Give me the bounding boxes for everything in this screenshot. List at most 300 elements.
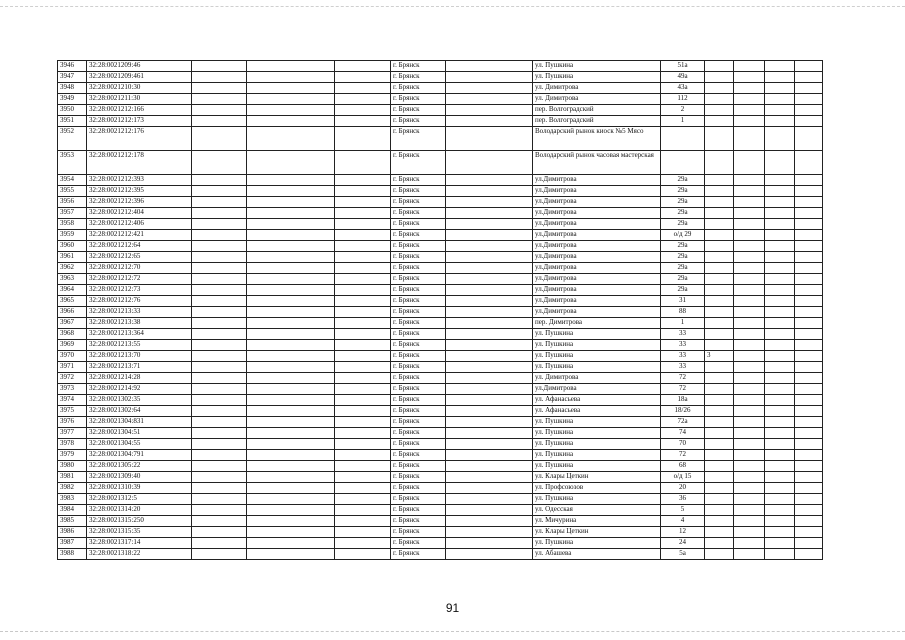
cadastral-number-cell: 32:28:0021213:364 <box>87 329 192 340</box>
row-number-cell: 3983 <box>58 494 87 505</box>
empty-cell <box>765 472 795 483</box>
empty-cell <box>795 241 823 252</box>
city-cell: г. Брянск <box>391 61 446 72</box>
extra-cell <box>705 549 734 560</box>
empty-cell <box>734 483 765 494</box>
empty-cell <box>335 307 391 318</box>
table-row <box>58 406 823 417</box>
empty-cell <box>192 94 247 105</box>
table-row <box>58 428 823 439</box>
empty-cell <box>765 384 795 395</box>
city-cell: г. Брянск <box>391 362 446 373</box>
empty-cell <box>765 241 795 252</box>
table-row <box>58 340 823 351</box>
city-cell: г. Брянск <box>391 307 446 318</box>
house-number-cell: 24 <box>661 538 705 549</box>
empty-cell <box>734 549 765 560</box>
table-row <box>58 494 823 505</box>
empty-cell <box>765 263 795 274</box>
empty-cell <box>247 329 335 340</box>
table-row <box>58 186 823 197</box>
empty-cell <box>734 83 765 94</box>
empty-cell <box>192 116 247 127</box>
row-number-cell: 3988 <box>58 549 87 560</box>
register-table-body <box>58 61 823 560</box>
empty-cell <box>446 340 533 351</box>
empty-cell <box>795 105 823 116</box>
empty-cell <box>192 417 247 428</box>
empty-cell <box>446 329 533 340</box>
table-row <box>58 439 823 450</box>
table-row <box>58 373 823 384</box>
street-cell: ул. Пушкина <box>533 417 661 428</box>
city-cell: г. Брянск <box>391 472 446 483</box>
empty-cell <box>734 384 765 395</box>
house-number-cell: 29а <box>661 208 705 219</box>
street-cell: ул. Профсоюзов <box>533 483 661 494</box>
extra-cell <box>705 61 734 72</box>
cadastral-number-cell: 32:28:0021212:406 <box>87 219 192 230</box>
empty-cell <box>795 252 823 263</box>
city-cell: г. Брянск <box>391 208 446 219</box>
extra-cell <box>705 307 734 318</box>
cadastral-number-cell: 32:28:0021317:14 <box>87 538 192 549</box>
empty-cell <box>795 175 823 186</box>
empty-cell <box>192 494 247 505</box>
row-number-cell: 3953 <box>58 151 87 175</box>
cadastral-number-cell: 32:28:0021209:46 <box>87 61 192 72</box>
empty-cell <box>795 197 823 208</box>
table-row <box>58 230 823 241</box>
empty-cell <box>765 175 795 186</box>
empty-cell <box>446 527 533 538</box>
empty-cell <box>795 263 823 274</box>
empty-cell <box>734 362 765 373</box>
empty-cell <box>335 252 391 263</box>
extra-cell <box>705 505 734 516</box>
empty-cell <box>335 83 391 94</box>
row-number-cell: 3949 <box>58 94 87 105</box>
cadastral-number-cell: 32:28:0021212:64 <box>87 241 192 252</box>
empty-cell <box>765 461 795 472</box>
house-number-cell: 72 <box>661 373 705 384</box>
table-row <box>58 105 823 116</box>
empty-cell <box>192 351 247 362</box>
empty-cell <box>335 472 391 483</box>
row-number-cell: 3985 <box>58 516 87 527</box>
empty-cell <box>192 483 247 494</box>
row-number-cell: 3967 <box>58 318 87 329</box>
row-number-cell: 3979 <box>58 450 87 461</box>
street-cell: ул. Пушкина <box>533 351 661 362</box>
empty-cell <box>192 61 247 72</box>
house-number-cell: 74 <box>661 428 705 439</box>
empty-cell <box>734 406 765 417</box>
empty-cell <box>192 527 247 538</box>
empty-cell <box>192 472 247 483</box>
cadastral-number-cell: 32:28:0021314:20 <box>87 505 192 516</box>
house-number-cell: о/д 29 <box>661 230 705 241</box>
empty-cell <box>446 94 533 105</box>
cadastral-number-cell: 32:28:0021212:396 <box>87 197 192 208</box>
house-number-cell: 29а <box>661 252 705 263</box>
empty-cell <box>335 197 391 208</box>
empty-cell <box>247 417 335 428</box>
empty-cell <box>247 252 335 263</box>
empty-cell <box>765 296 795 307</box>
city-cell: г. Брянск <box>391 197 446 208</box>
row-number-cell: 3971 <box>58 362 87 373</box>
empty-cell <box>765 406 795 417</box>
table-row <box>58 197 823 208</box>
city-cell: г. Брянск <box>391 527 446 538</box>
empty-cell <box>335 151 391 175</box>
table-row <box>58 450 823 461</box>
street-cell: ул.Димитрова <box>533 307 661 318</box>
empty-cell <box>247 72 335 83</box>
empty-cell <box>795 296 823 307</box>
empty-cell <box>795 351 823 362</box>
empty-cell <box>734 219 765 230</box>
empty-cell <box>734 105 765 116</box>
extra-cell <box>705 197 734 208</box>
page-number: 91 <box>445 601 460 615</box>
empty-cell <box>192 461 247 472</box>
street-cell: ул.Димитрова <box>533 186 661 197</box>
empty-cell <box>247 105 335 116</box>
city-cell: г. Брянск <box>391 439 446 450</box>
empty-cell <box>734 428 765 439</box>
empty-cell <box>192 329 247 340</box>
extra-cell <box>705 329 734 340</box>
city-cell: г. Брянск <box>391 186 446 197</box>
street-cell: ул. Пушкина <box>533 439 661 450</box>
extra-cell <box>705 384 734 395</box>
cadastral-number-cell: 32:28:0021304:791 <box>87 450 192 461</box>
table-row <box>58 151 823 175</box>
street-cell: ул. Димитрова <box>533 373 661 384</box>
empty-cell <box>247 406 335 417</box>
empty-cell <box>795 116 823 127</box>
empty-cell <box>734 307 765 318</box>
extra-cell <box>705 483 734 494</box>
empty-cell <box>795 151 823 175</box>
city-cell: г. Брянск <box>391 285 446 296</box>
extra-cell: 3 <box>705 351 734 362</box>
empty-cell <box>446 472 533 483</box>
row-number-cell: 3957 <box>58 208 87 219</box>
city-cell: г. Брянск <box>391 516 446 527</box>
table-row <box>58 417 823 428</box>
empty-cell <box>765 318 795 329</box>
city-cell: г. Брянск <box>391 494 446 505</box>
table-row <box>58 175 823 186</box>
table-row <box>58 219 823 230</box>
city-cell: г. Брянск <box>391 384 446 395</box>
empty-cell <box>335 461 391 472</box>
empty-cell <box>192 406 247 417</box>
street-cell: ул. Афанасьева <box>533 395 661 406</box>
empty-cell <box>734 230 765 241</box>
house-number-cell: 72 <box>661 450 705 461</box>
empty-cell <box>335 329 391 340</box>
empty-cell <box>765 285 795 296</box>
empty-cell <box>247 494 335 505</box>
cadastral-number-cell: 32:28:0021213:55 <box>87 340 192 351</box>
house-number-cell: 18/26 <box>661 406 705 417</box>
empty-cell <box>247 428 335 439</box>
row-number-cell: 3946 <box>58 61 87 72</box>
empty-cell <box>795 483 823 494</box>
empty-cell <box>247 373 335 384</box>
empty-cell <box>795 538 823 549</box>
cadastral-number-cell: 32:28:0021305:22 <box>87 461 192 472</box>
house-number-cell: 29а <box>661 241 705 252</box>
empty-cell <box>335 285 391 296</box>
empty-cell <box>795 516 823 527</box>
empty-cell <box>446 230 533 241</box>
empty-cell <box>446 127 533 151</box>
empty-cell <box>795 186 823 197</box>
house-number-cell: 70 <box>661 439 705 450</box>
extra-cell <box>705 274 734 285</box>
cadastral-number-cell: 32:28:0021212:65 <box>87 252 192 263</box>
row-number-cell: 3959 <box>58 230 87 241</box>
empty-cell <box>734 527 765 538</box>
empty-cell <box>446 483 533 494</box>
street-cell: ул. Пушкина <box>533 61 661 72</box>
table-row <box>58 329 823 340</box>
empty-cell <box>247 219 335 230</box>
house-number-cell: 33 <box>661 329 705 340</box>
empty-cell <box>765 450 795 461</box>
empty-cell <box>446 516 533 527</box>
row-number-cell: 3951 <box>58 116 87 127</box>
street-cell: ул.Димитрова <box>533 230 661 241</box>
cadastral-number-cell: 32:28:0021213:33 <box>87 307 192 318</box>
house-number-cell: 33 <box>661 351 705 362</box>
empty-cell <box>765 197 795 208</box>
empty-cell <box>247 483 335 494</box>
empty-cell <box>192 373 247 384</box>
cadastral-number-cell: 32:28:0021212:393 <box>87 175 192 186</box>
house-number-cell: 33 <box>661 340 705 351</box>
street-cell: ул. Пушкина <box>533 340 661 351</box>
extra-cell <box>705 151 734 175</box>
table-row <box>58 351 823 362</box>
empty-cell <box>734 318 765 329</box>
table-row <box>58 549 823 560</box>
city-cell: г. Брянск <box>391 151 446 175</box>
empty-cell <box>765 395 795 406</box>
house-number-cell: 5а <box>661 549 705 560</box>
empty-cell <box>795 505 823 516</box>
empty-cell <box>446 373 533 384</box>
empty-cell <box>734 274 765 285</box>
empty-cell <box>765 94 795 105</box>
empty-cell <box>247 307 335 318</box>
city-cell: г. Брянск <box>391 241 446 252</box>
empty-cell <box>734 340 765 351</box>
empty-cell <box>192 285 247 296</box>
empty-cell <box>192 428 247 439</box>
empty-cell <box>446 197 533 208</box>
extra-cell <box>705 241 734 252</box>
extra-cell <box>705 219 734 230</box>
empty-cell <box>335 439 391 450</box>
table-row <box>58 318 823 329</box>
empty-cell <box>446 362 533 373</box>
empty-cell <box>335 340 391 351</box>
empty-cell <box>765 274 795 285</box>
street-cell: ул.Димитрова <box>533 241 661 252</box>
house-number-cell: 29а <box>661 186 705 197</box>
row-number-cell: 3986 <box>58 527 87 538</box>
street-cell: ул.Димитрова <box>533 252 661 263</box>
empty-cell <box>446 307 533 318</box>
empty-cell <box>765 373 795 384</box>
row-number-cell: 3965 <box>58 296 87 307</box>
empty-cell <box>765 439 795 450</box>
empty-cell <box>192 127 247 151</box>
empty-cell <box>446 219 533 230</box>
street-cell: ул. Пушкина <box>533 538 661 549</box>
empty-cell <box>795 428 823 439</box>
empty-cell <box>192 439 247 450</box>
empty-cell <box>192 175 247 186</box>
empty-cell <box>247 516 335 527</box>
table-row <box>58 461 823 472</box>
empty-cell <box>247 285 335 296</box>
empty-cell <box>192 450 247 461</box>
empty-cell <box>765 494 795 505</box>
empty-cell <box>734 208 765 219</box>
street-cell: ул.Димитрова <box>533 197 661 208</box>
table-row <box>58 483 823 494</box>
empty-cell <box>192 307 247 318</box>
empty-cell <box>335 105 391 116</box>
extra-cell <box>705 395 734 406</box>
street-cell: ул.Димитрова <box>533 285 661 296</box>
extra-cell <box>705 127 734 151</box>
empty-cell <box>247 274 335 285</box>
empty-cell <box>765 83 795 94</box>
empty-cell <box>192 505 247 516</box>
city-cell: г. Брянск <box>391 105 446 116</box>
empty-cell <box>765 428 795 439</box>
scan-edge-top <box>0 0 905 7</box>
empty-cell <box>335 494 391 505</box>
extra-cell <box>705 263 734 274</box>
empty-cell <box>247 538 335 549</box>
cadastral-number-cell: 32:28:0021213:71 <box>87 362 192 373</box>
empty-cell <box>446 61 533 72</box>
empty-cell <box>335 318 391 329</box>
street-cell: ул. Пушкина <box>533 428 661 439</box>
city-cell: г. Брянск <box>391 450 446 461</box>
cadastral-number-cell: 32:28:0021212:173 <box>87 116 192 127</box>
city-cell: г. Брянск <box>391 505 446 516</box>
table-row <box>58 208 823 219</box>
empty-cell <box>335 61 391 72</box>
table-row <box>58 362 823 373</box>
empty-cell <box>734 450 765 461</box>
empty-cell <box>795 94 823 105</box>
extra-cell <box>705 417 734 428</box>
cadastral-number-cell: 32:28:0021214:28 <box>87 373 192 384</box>
empty-cell <box>192 186 247 197</box>
empty-cell <box>795 406 823 417</box>
empty-cell <box>446 384 533 395</box>
house-number-cell: 2 <box>661 105 705 116</box>
empty-cell <box>446 241 533 252</box>
empty-cell <box>335 395 391 406</box>
empty-cell <box>335 230 391 241</box>
empty-cell <box>795 395 823 406</box>
street-cell: Володарский рынок киоск №5 Мясо <box>533 127 661 151</box>
empty-cell <box>335 241 391 252</box>
empty-cell <box>765 538 795 549</box>
street-cell: ул. Одесская <box>533 505 661 516</box>
empty-cell <box>446 417 533 428</box>
cadastral-number-cell: 32:28:0021212:404 <box>87 208 192 219</box>
empty-cell <box>192 538 247 549</box>
empty-cell <box>734 241 765 252</box>
cadastral-number-cell: 32:28:0021212:72 <box>87 274 192 285</box>
cadastral-number-cell: 32:28:0021212:70 <box>87 263 192 274</box>
extra-cell <box>705 83 734 94</box>
empty-cell <box>335 516 391 527</box>
street-cell: ул.Димитрова <box>533 208 661 219</box>
empty-cell <box>335 263 391 274</box>
city-cell: г. Брянск <box>391 461 446 472</box>
house-number-cell: 43а <box>661 83 705 94</box>
empty-cell <box>247 351 335 362</box>
empty-cell <box>247 94 335 105</box>
city-cell: г. Брянск <box>391 395 446 406</box>
cadastral-number-cell: 32:28:0021304:51 <box>87 428 192 439</box>
extra-cell <box>705 94 734 105</box>
empty-cell <box>247 61 335 72</box>
city-cell: г. Брянск <box>391 417 446 428</box>
street-cell: пер. Димитрова <box>533 318 661 329</box>
row-number-cell: 3963 <box>58 274 87 285</box>
cadastral-number-cell: 32:28:0021315:35 <box>87 527 192 538</box>
street-cell: ул. Пушкина <box>533 362 661 373</box>
city-cell: г. Брянск <box>391 538 446 549</box>
street-cell: ул. Пушкина <box>533 461 661 472</box>
row-number-cell: 3972 <box>58 373 87 384</box>
empty-cell <box>335 116 391 127</box>
empty-cell <box>446 318 533 329</box>
empty-cell <box>335 483 391 494</box>
empty-cell <box>446 505 533 516</box>
row-number-cell: 3973 <box>58 384 87 395</box>
empty-cell <box>192 230 247 241</box>
row-number-cell: 3952 <box>58 127 87 151</box>
house-number-cell: 29а <box>661 285 705 296</box>
empty-cell <box>734 61 765 72</box>
empty-cell <box>247 230 335 241</box>
empty-cell <box>765 208 795 219</box>
house-number-cell: 51а <box>661 61 705 72</box>
extra-cell <box>705 472 734 483</box>
row-number-cell: 3981 <box>58 472 87 483</box>
city-cell: г. Брянск <box>391 230 446 241</box>
empty-cell <box>247 296 335 307</box>
empty-cell <box>734 285 765 296</box>
empty-cell <box>335 127 391 151</box>
